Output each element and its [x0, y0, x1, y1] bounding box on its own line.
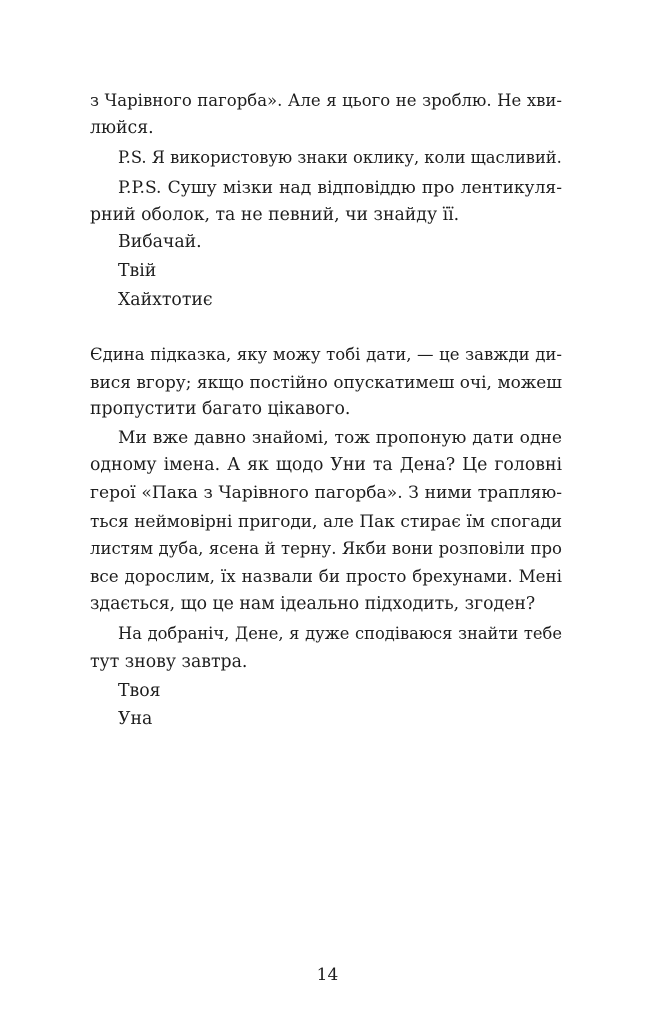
text-line: рний оболок, та не певний, чи знайду її. [90, 205, 460, 225]
text-line: люйся. [90, 118, 154, 138]
text-line: ться неймовірні пригоди, але Пак стирає їм спогади [90, 511, 562, 531]
text-line: P.S. Я використовую знаки оклику, коли щасливий. [118, 148, 562, 167]
text-line: пропустити багато цікавого. [90, 399, 351, 419]
text-line: здається, що це нам ідеально підходить, згоден? [90, 594, 536, 614]
text-line: На добраніч, Дене, я дуже сподіваюся знайти тебе [118, 624, 562, 643]
text-line: Єдина підказка, яку можу тобі дати, — це завжди ди- [90, 345, 562, 364]
closing-line: Вибачай. [118, 232, 202, 252]
text-line: з Чарівного пагорба». Але я цього не зроблю. Не хви- [90, 91, 562, 110]
text-line: герої «Пака з Чарівного пагорба». З ними трапляю- [90, 483, 562, 503]
signature: Уна [118, 709, 153, 729]
text-line: Ми вже давно знайомі, тож пропоную дати одне [118, 428, 562, 448]
text-line: P.P.S. Сушу мізки над відповіддю про лентикуля- [118, 178, 562, 198]
text-line: вися вгору; якщо постійно опускатимеш очі, можеш [90, 372, 562, 392]
text-line: тут знову завтра. [90, 652, 248, 672]
text-line: одному імена. А як щодо Уни та Дена? Це головні [90, 455, 562, 475]
signature: Хайхтотиє [118, 290, 213, 310]
closing-line: Твоя [118, 681, 161, 701]
text-line: листям дуба, ясена й терну. Якби вони розповіли про [90, 539, 562, 558]
text-line: все дорослим, їх назвали би просто брехунами. Мені [90, 566, 562, 586]
closing-line: Твій [118, 261, 157, 281]
page-number: 14 [316, 965, 339, 985]
